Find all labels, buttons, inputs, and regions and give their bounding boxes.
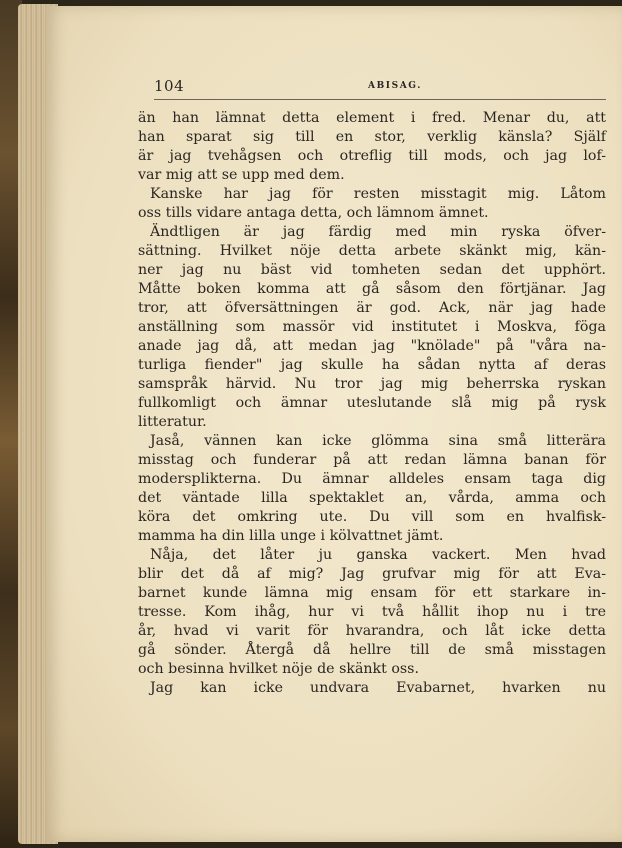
- text-line: köra det omkring ute. Du vill som en hvalfisk-: [138, 509, 606, 525]
- text-line: ner jag nu bäst vid tomheten sedan det upphört.: [138, 262, 606, 278]
- text-line: Kanske har jag för resten misstagit mig. Låtom: [150, 186, 606, 202]
- text-line: år, hvad vi varit för hvarandra, och låt icke detta: [138, 623, 606, 639]
- text-line: barnet kunde lämna mig ensam för ett starkare in-: [138, 585, 606, 601]
- text-line: anställning som massör vid institutet i Moskva, föga: [138, 319, 606, 335]
- text-line: var mig att se upp med dem.: [138, 167, 345, 183]
- text-line: modersplikterna. Du ämnar alldeles ensam taga dig: [138, 471, 606, 487]
- text-line: blir det då af mig? Jag grufvar mig för att Eva-: [138, 566, 606, 582]
- text-line: gå sönder. Återgå då hellre till de små misstagen: [138, 642, 606, 658]
- text-line: sättning. Hvilket nöje detta arbete skänkt mig, kän-: [138, 243, 606, 259]
- text-line: samspråk härvid. Nu tror jag mig beherrska ryskan: [138, 376, 606, 392]
- text-line: tror, att öfversättningen är god. Ack, när jag hade: [138, 300, 606, 316]
- text-line: Nåja, det låter ju ganska vackert. Men hvad: [150, 547, 606, 563]
- text-line: det väntade lilla spektaklet an, vårda, amma och: [138, 490, 606, 506]
- text-line: han sparat sig till en stor, verklig känsla? Själf: [138, 129, 606, 145]
- text-line: litteratur.: [138, 414, 207, 430]
- text-line: oss tills vidare antaga detta, och lämnom ämnet.: [138, 205, 489, 221]
- text-line: mamma ha din lilla unge i kölvattnet jämt.: [138, 528, 444, 544]
- text-line: misstag och funderar på att redan lämna banan för: [138, 452, 606, 468]
- book-page: [46, 6, 622, 842]
- body-text: [138, 109, 606, 698]
- text-line: Ändtligen är jag färdig med min ryska öfver-: [150, 224, 606, 240]
- text-line: anade jag då, att medan jag "knölade" på "våra na-: [138, 338, 606, 354]
- text-line: Måtte boken komma att gå såsom den förtjänar. Jag: [138, 281, 606, 297]
- running-head: ABISAG.: [368, 81, 422, 91]
- text-line: tresse. Kom ihåg, hur vi två hållit ihop nu i tre: [138, 604, 606, 620]
- text-line: Jaså, vännen kan icke glömma sina små litterära: [150, 433, 606, 449]
- text-line: turliga fiender" jag skulle ha sådan nytta af deras: [138, 357, 606, 373]
- text-line: än han lämnat detta element i fred. Menar du, att: [138, 110, 606, 126]
- text-line: Jag kan icke undvara Evabarnet, hvarken nu: [150, 680, 606, 696]
- page-header: [154, 77, 606, 100]
- text-line: fullkomligt och ämnar uteslutande slå mig på rysk: [138, 395, 606, 411]
- text-line: och besinna hvilket nöje de skänkt oss.: [138, 661, 419, 677]
- page-number: 104: [154, 77, 185, 95]
- text-line: är jag tvehågsen och otreflig till mods, och jag lof-: [138, 148, 606, 164]
